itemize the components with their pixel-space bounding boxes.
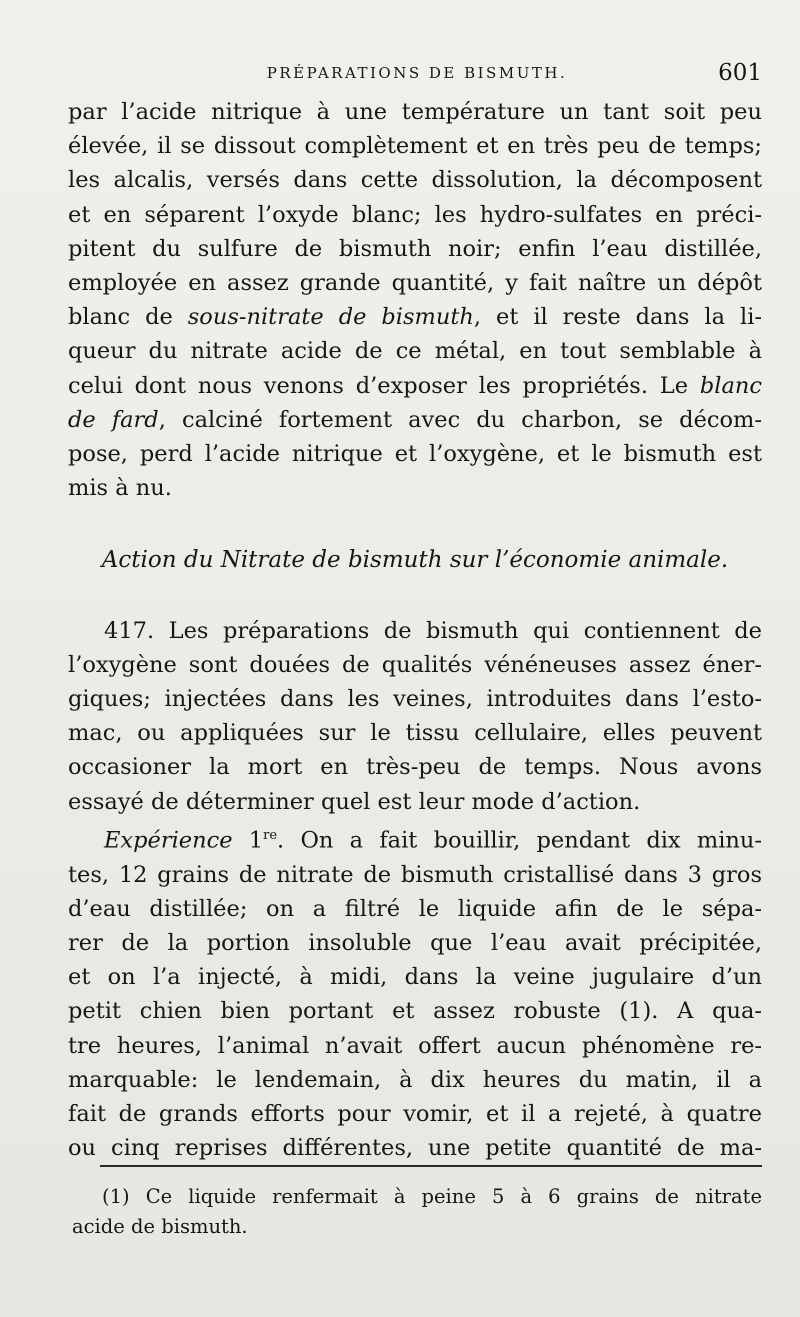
text-line: pitent du sulfure de bismuth noir; enfin l’eau distillée, [68,235,762,262]
text-line: ou cinq reprises différentes, une petite quantité de ma- [68,1135,762,1162]
text-line: et on l’a injecté, à midi, dans la veine jugulaire d’un [68,964,762,991]
page-body [68,95,762,1165]
footnote-line: (1) Ce liquide renfermait à peine 5 à 6 grains de nitrate [102,1185,762,1208]
footnote-rule [100,1165,762,1167]
text-line: rer de la portion insoluble que l’eau avait précipitée, [68,929,762,956]
text-line [68,300,762,334]
footnote [72,1182,762,1242]
text-line: d’eau distillée; on a filtré le liquide afin de le sépa- [68,895,762,922]
text-line: tre heures, l’animal n’avait offert aucun phénomène re- [68,1032,762,1059]
text-run: , et il reste dans la li- [473,304,762,331]
superscript-re: re [263,827,278,843]
text-line: occasioner la mort en très-peu de temps. Nous avons [68,754,762,781]
paragraph-experience-1 [68,819,762,1166]
text-run: 1 [232,827,264,854]
text-line: pose, perd l’acide nitrique et l’oxygène, et le bismuth est [68,441,762,468]
text-line: les alcalis, versés dans cette dissolution, la décomposent [68,167,762,194]
text-line: et en séparent l’oxyde blanc; les hydro-sulfates en préci- [68,201,762,228]
text-run: blanc de [68,304,188,331]
page-number: 601 [718,60,762,86]
text-line: mac, ou appliquées sur le tissu cellulaire, elles peuvent [68,720,762,747]
paragraph-bismuth-properties [68,95,762,505]
text-line [68,819,762,858]
text-line: par l’acide nitrique à une température un tant soit peu [68,99,762,125]
text-line [68,369,762,403]
emphasis-blanc: blanc [699,372,762,399]
text-line: giques; injectées dans les veines, introduites dans l’esto- [68,686,762,713]
page-header [72,60,762,90]
running-title: PRÉPARATIONS DE BISMUTH. [266,64,568,82]
emphasis-experience: Expérience [104,827,233,854]
text-line: 417. Les préparations de bismuth qui contiennent de [104,617,762,644]
text-line: employée en assez grande quantité, y fait naître un dépôt [68,270,762,297]
text-line: queur du nitrate acide de ce métal, en tout semblable à [68,338,762,365]
text-line: l’oxygène sont douées de qualités vénéneuses assez éner- [68,651,762,678]
section-title: Action du Nitrate de bismuth sur l’économie animale. [101,547,729,574]
text-line: essayé de déterminer quel est leur mode d’action. [68,788,641,815]
text-line: élevée, il se dissout complètement et en très peu de temps; [68,133,762,160]
text-line [68,403,762,437]
text-line: petit chien bien portant et assez robuste (1). A qua- [68,998,762,1025]
text-run: . On a fait bouillir, pendant dix minu- [277,827,763,854]
text-line: mis à nu. [68,475,172,502]
paragraph-417 [68,614,762,819]
text-run: , calciné fortement avec du charbon, se décom- [158,406,762,433]
text-run: celui dont nous venons d’exposer les propriétés. Le [68,372,700,399]
emphasis-de-fard: de fard [68,406,159,433]
text-line: tes, 12 grains de nitrate de bismuth cristallisé dans 3 gros [68,861,762,888]
emphasis-sous-nitrate: sous-nitrate de bismuth [187,304,474,331]
footnote-line: acide de bismuth. [72,1215,248,1238]
text-line: fait de grands efforts pour vomir, et il a rejeté, à quatre [68,1100,762,1127]
text-line: marquable: le lendemain, à dix heures du matin, il a [68,1066,762,1093]
